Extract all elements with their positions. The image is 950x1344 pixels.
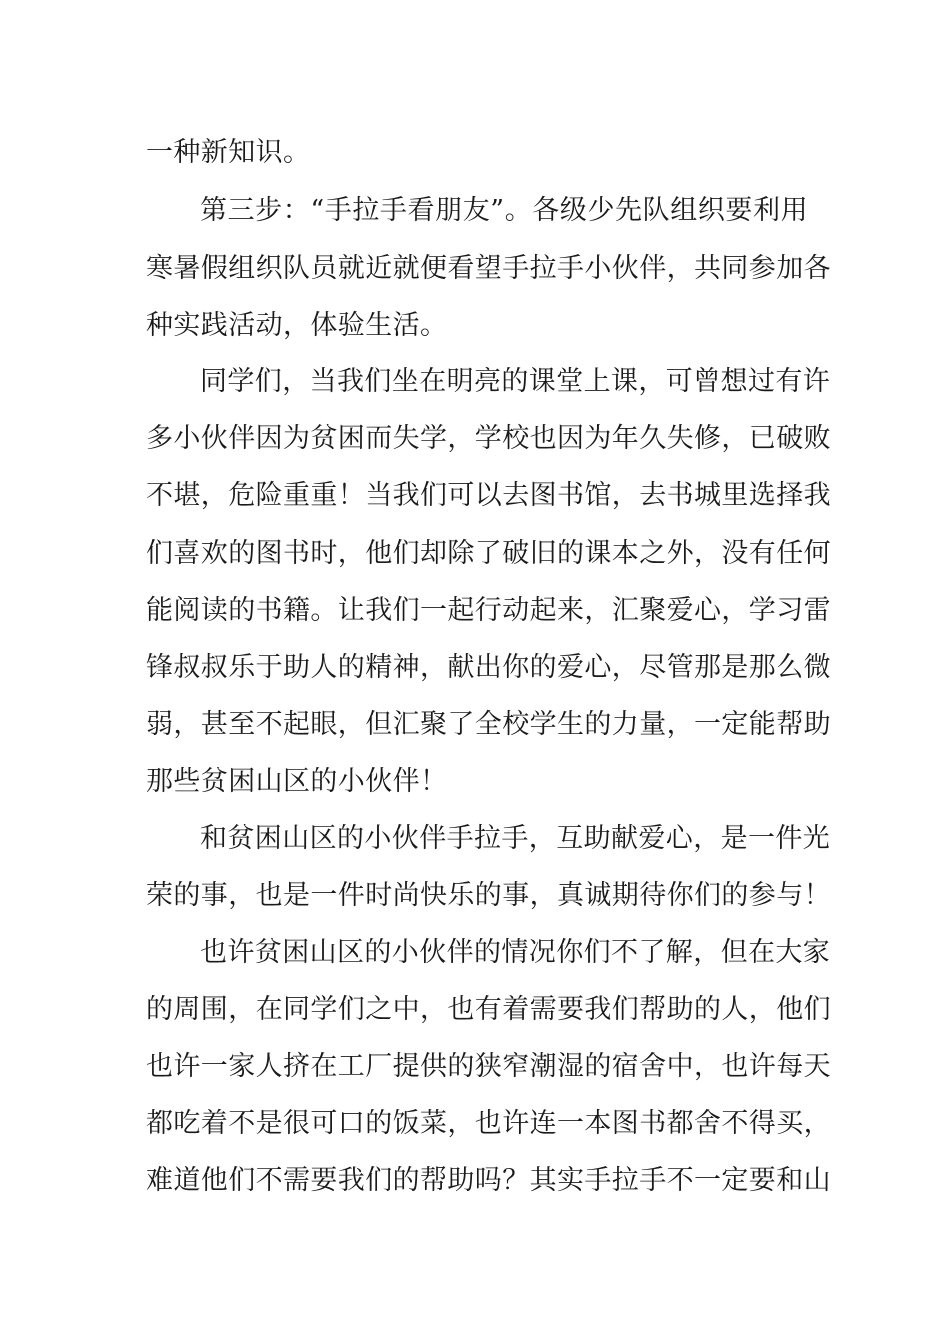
- text-line: 锋叔叔乐于助人的精神，献出你的爱心，尽管那是那么微: [146, 652, 831, 683]
- text-line: 不堪，危险重重！当我们可以去图书馆，去书城里选择我: [146, 480, 831, 511]
- paragraph-first-line: 同学们，当我们坐在明亮的课堂上课，可曾想过有许: [200, 366, 831, 397]
- text-line: 弱，甚至不起眼，但汇聚了全校学生的力量，一定能帮助: [146, 709, 831, 740]
- text-line: 寒暑假组织队员就近就便看望手拉手小伙伴，共同参加各: [146, 253, 831, 284]
- text-line: 种实践活动，体验生活。: [146, 310, 448, 341]
- text-line: 也许一家人挤在工厂提供的狭窄潮湿的宿舍中，也许每天: [146, 1051, 831, 1082]
- text-line: 的周围，在同学们之中，也有着需要我们帮助的人，他们: [146, 994, 831, 1025]
- text-line: 们喜欢的图书时，他们却除了破旧的课本之外，没有任何: [146, 538, 831, 569]
- paragraph-first-line: 也许贫困山区的小伙伴的情况你们不了解，但在大家: [200, 937, 831, 968]
- text-line: 难道他们不需要我们的帮助吗？其实手拉手不一定要和山: [146, 1165, 831, 1196]
- text-line: 能阅读的书籍。让我们一起行动起来，汇聚爱心，学习雷: [146, 595, 831, 626]
- paragraph-first-line: 第三步：“手拉手看朋友”。各级少先队组织要利用: [200, 195, 808, 226]
- text-line: 多小伙伴因为贫困而失学，学校也因为年久失修，已破败: [146, 423, 831, 454]
- text-line: 荣的事，也是一件时尚快乐的事，真诚期待你们的参与！: [146, 880, 831, 911]
- text-line: 一种新知识。: [146, 137, 311, 168]
- text-line: 都吃着不是很可口的饭菜，也许连一本图书都舍不得买，: [146, 1108, 831, 1139]
- text-line: 那些贫困山区的小伙伴！: [146, 766, 448, 797]
- paragraph-first-line: 和贫困山区的小伙伴手拉手，互助献爱心，是一件光: [200, 823, 831, 854]
